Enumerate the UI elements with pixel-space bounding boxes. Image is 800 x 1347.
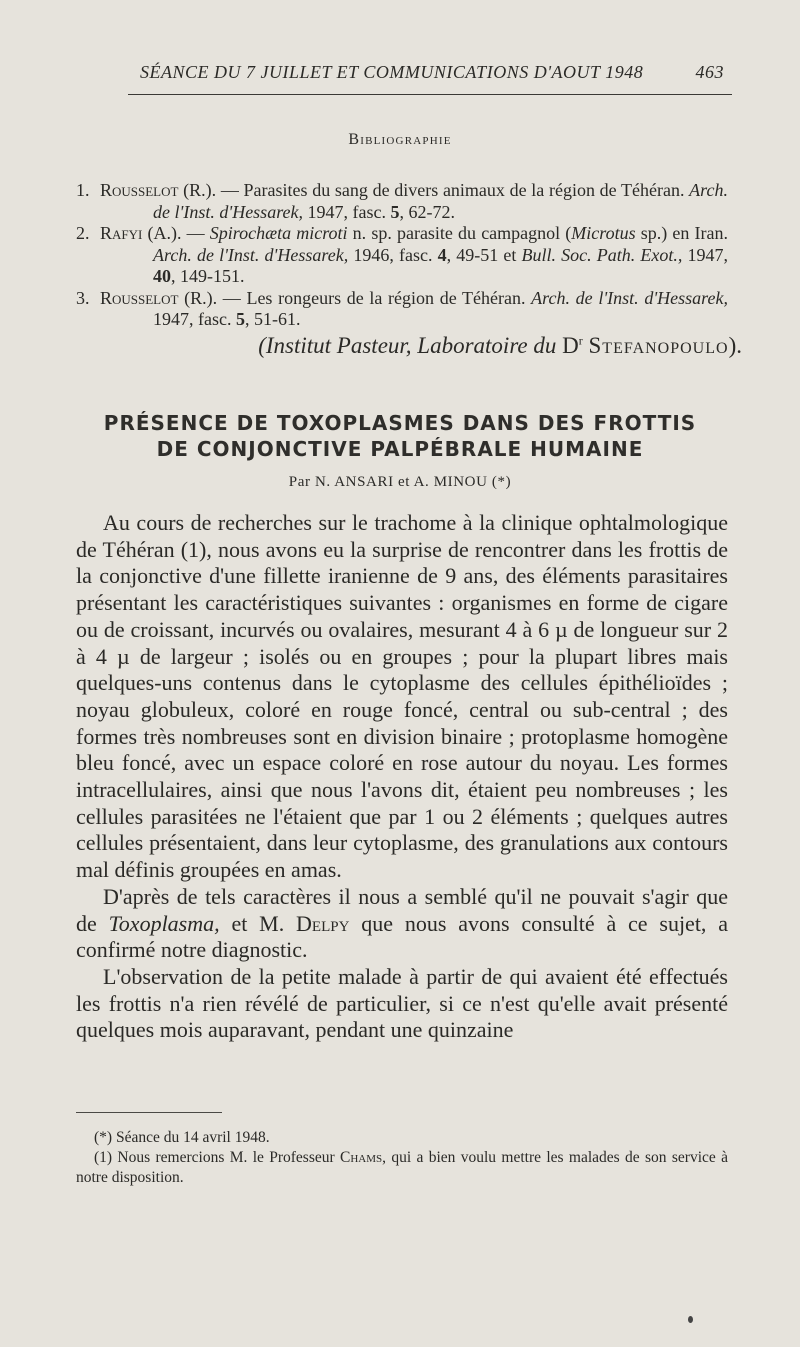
entry-text: 1946, fasc. [348, 244, 438, 265]
bibliography-entry-2 [76, 223, 728, 288]
paragraph-3: L'observation de la petite malade à partir de qui avaient été effectués les frottis n'a rien révélé de particulier, si ce n'est qu'elle avait présenté quelques mois auparavant, pendant une quinzaine [76, 963, 728, 1043]
genus-name: Toxoplasma, [108, 910, 220, 936]
footnote-text: , qui a bien voulu mettre les malades de son service à notre disposition. [76, 1149, 728, 1186]
entry-number: 3. [76, 287, 90, 308]
entry-species: Spirochæta microti [209, 223, 348, 243]
entry-journal: Arch. de l'Inst. d'Hessarek, [153, 180, 728, 222]
entry-journal: Arch. de l'Inst. d'Hessarek, [153, 244, 349, 265]
title-line-1: PRÉSENCE DE TOXOPLASMES DANS DES FROTTIS [103, 411, 697, 435]
bibliography-title: Bibliographie [348, 131, 452, 148]
entry-author: Rousselot [100, 287, 179, 308]
paragraph-2 [76, 884, 728, 964]
title-line-2: DE CONJONCTIVE PALPÉBRALE HUMAINE [156, 437, 644, 461]
affiliation-name: Stefanopoulo [588, 333, 729, 358]
paragraph-text: et M. [219, 910, 297, 936]
print-speck [688, 1316, 693, 1323]
article-body [76, 510, 728, 1044]
entry-text: 1947, fasc. [153, 309, 236, 329]
entry-text: n. sp. parasite du campagnol ( [347, 223, 572, 243]
entry-number: 2. [76, 223, 90, 243]
footnote-rule [76, 1112, 222, 1113]
entry-text: sp.) en Iran. [635, 223, 728, 243]
entry-volume: 5 [390, 201, 400, 222]
bibliography-entry-3 [76, 288, 728, 331]
footnote-text: (1) Nous remercions M. le Professeur [94, 1149, 340, 1166]
footnote-2 [76, 1148, 728, 1188]
article-title [0, 410, 800, 462]
entry-author: Rafyi [100, 223, 143, 243]
affiliation-line [258, 333, 742, 359]
footnote-1: (*) Séance du 14 avril 1948. [94, 1129, 270, 1146]
affiliation-close: ). [728, 333, 742, 358]
paragraph-text: D'après de tels caractères il nous a semblé qu'il ne pouvait s'agir que de [76, 883, 728, 936]
article-authors: Par N. ANSARI et A. MINOU (*) [288, 474, 512, 490]
bibliography-entry-1 [76, 180, 728, 223]
entry-volume: 40 [153, 266, 171, 286]
entry-volume: 4 [437, 244, 447, 265]
entry-journal: Arch. de l'Inst. d'Hessarek, [531, 287, 728, 308]
entry-genus: Microtus [571, 223, 636, 243]
entry-pages: , 149-151. [171, 266, 245, 286]
entry-text: , 49-51 et [446, 244, 522, 265]
running-head: SÉANCE DU 7 JUILLET ET COMMUNICATIONS D'AOUT 1948 [140, 62, 644, 82]
header-rule [128, 94, 732, 95]
entry-author: Rousselot [100, 180, 179, 200]
page-number: 463 [695, 62, 724, 82]
entry-text: 1947, [682, 244, 729, 265]
person-name: Chams [340, 1149, 383, 1166]
person-name: Delpy [296, 910, 350, 936]
footnotes [76, 1128, 728, 1188]
entry-text: (R.). — Les rongeurs de la région de Téhéran. [178, 287, 532, 308]
paragraph-1: Au cours de recherches sur le trachome à la clinique ophtalmologique de Téhéran (1), nous avons eu la surprise de rencontrer dans les frottis de la conjonctive d'une fillette iranienne de 9 ans, des éléments parasitaires présentant les caractéristiques suivantes : organismes en forme de cigare ou de croissant, incurvés ou ovalaires, mesurant 4 à 6 µ de longueur sur 2 à 4 µ de largeur ; isolés ou en groupes ; pour la plupart libres mais quelques-uns contenus dans le cytoplasme des cellules épithélioïdes ; noyau globuleux, coloré en rouge foncé, central ou sub-central ; des formes très nombreuses sont en division binaire ; protoplasme homogène bleu foncé, avec un espace coloré en rose autour du noyau. Les formes intracellulaires, ainsi que nous l'avons dit, étaient peu nombreuses ; les cellules parasitées ne l'étaient que par 1 ou 2 éléments ; quelques autres cellules présentaient, dans leur cytoplasme, des granulations aux contours mal définis groupées en amas. [76, 510, 728, 883]
affiliation-title-sup: r [578, 333, 583, 348]
entry-number: 1. [76, 180, 90, 200]
entry-pages: , 51-61. [244, 309, 301, 329]
entry-text: (A.). — [142, 223, 210, 243]
bibliography-list [76, 180, 728, 331]
entry-text: (R.). — Parasites du sang de divers animaux de la région de Téhéran. [178, 180, 690, 200]
running-header [140, 62, 724, 86]
affiliation-institute: (Institut Pasteur, Laboratoire du [258, 333, 563, 358]
entry-text: 1947, fasc. [303, 201, 391, 222]
entry-pages: , 62-72. [399, 201, 455, 222]
entry-volume: 5 [235, 309, 245, 329]
entry-journal: Bull. Soc. Path. Exot., [521, 244, 683, 265]
affiliation-title: D [562, 333, 579, 358]
paragraph-text: que nous avons consulté à ce sujet, a confirmé notre diagnostic. [76, 910, 729, 963]
